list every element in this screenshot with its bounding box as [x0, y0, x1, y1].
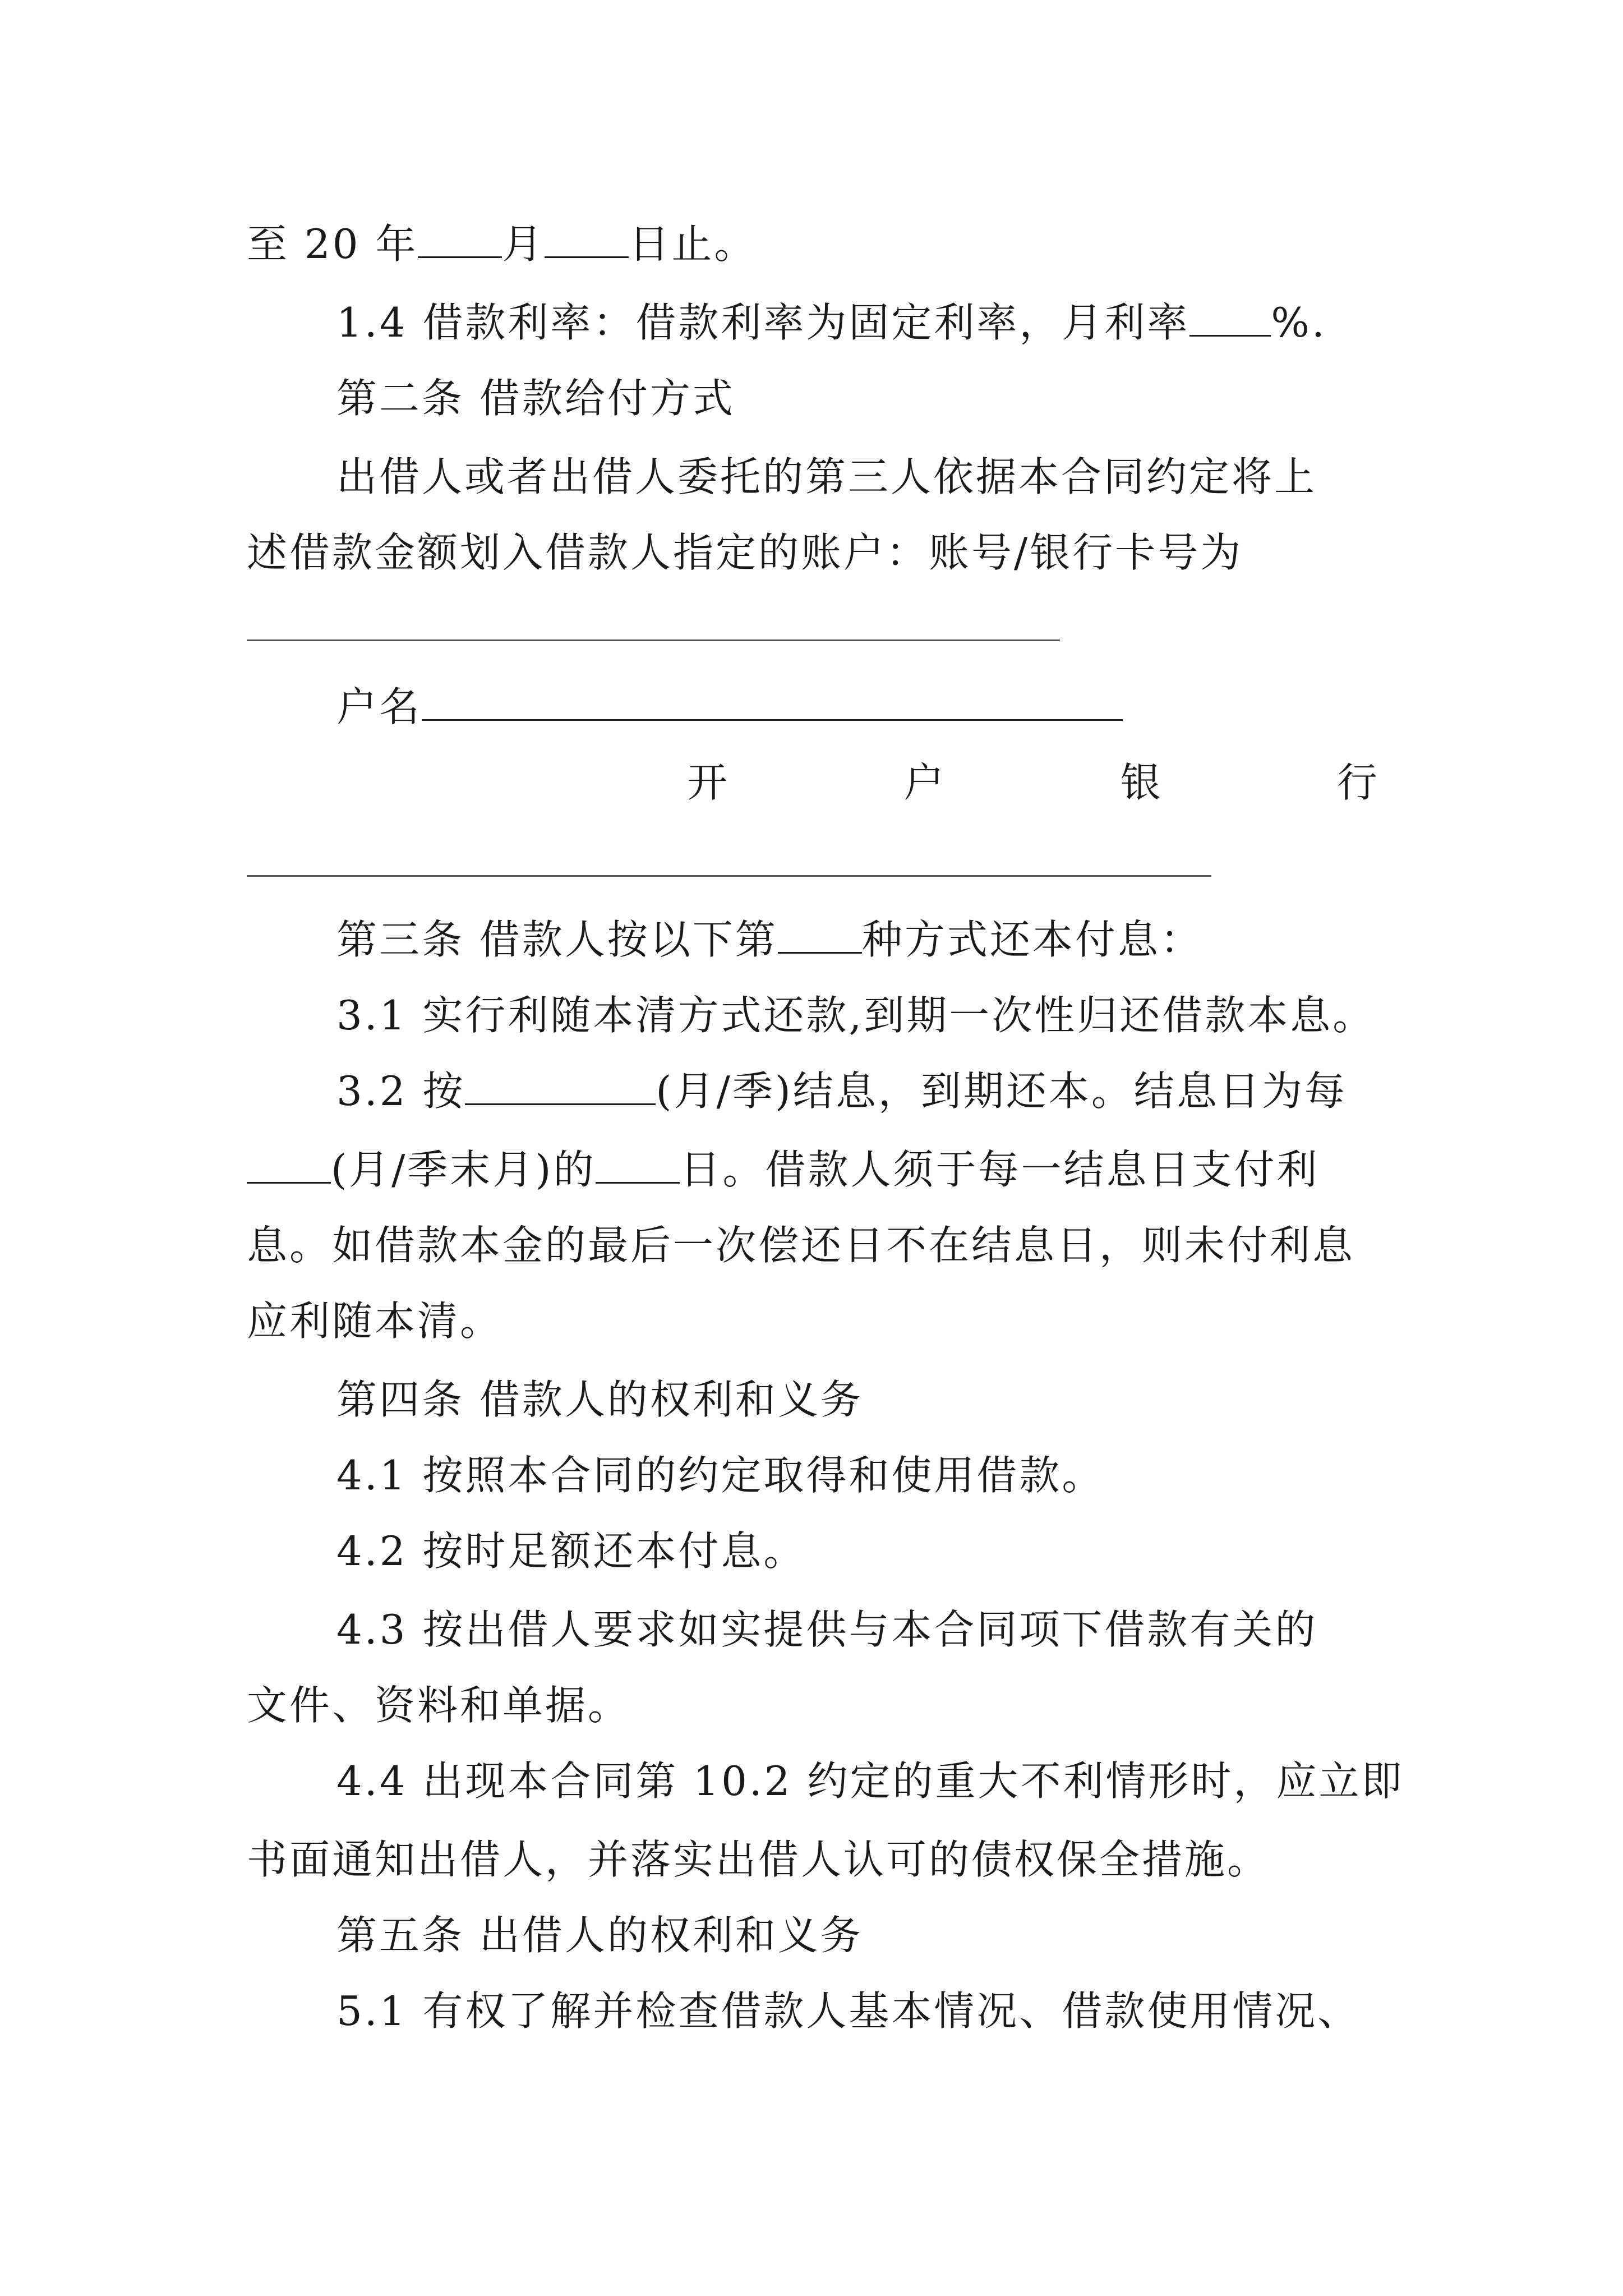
clause-4-3: 4.3 按出借人要求如实提供与本合同项下借款有关的 — [336, 1606, 1318, 1653]
blank-monthly-rate — [1189, 296, 1271, 337]
text: (月/季)结息，到期还本。结息日为每 — [656, 1068, 1347, 1115]
line-loan-term-end — [247, 216, 1380, 272]
text: %. — [1271, 299, 1327, 346]
paragraph-line: 文件、资料和单据。 — [247, 1682, 631, 1729]
text: 3.2 按 — [336, 1068, 465, 1115]
char: 开 — [687, 759, 730, 806]
clause-4-4: 4.4 出现本合同第 10.2 约定的重大不利情形时，应立即 — [336, 1757, 1404, 1805]
paragraph-line: 息。如借款本金的最后一次偿还日不在结息日，则未付利息 — [247, 1222, 1355, 1269]
char: 户 — [903, 759, 947, 806]
clause-3-1: 3.1 实行利随本清方式还款,到期一次性归还借款本息。 — [336, 992, 1376, 1039]
blank-method-number — [778, 913, 862, 954]
text: 1.4 借款利率：借款利率为固定利率，月利率 — [336, 299, 1190, 346]
blank-month — [418, 217, 502, 258]
clause-5-1: 5.1 有权了解并检查借款人基本情况、借款使用情况、 — [336, 1987, 1361, 2035]
paragraph-line: 出借人或者出借人委托的第三人依据本合同约定将上 — [336, 453, 1317, 500]
heading-article-5: 第五条 出借人的权利和义务 — [336, 1912, 863, 1959]
account-name-line — [336, 679, 1380, 735]
heading-article-4: 第四条 借款人的权利和义务 — [336, 1376, 863, 1423]
blank-interest-period — [465, 1064, 656, 1105]
clause-4-1: 4.1 按照本合同的约定取得和使用借款。 — [336, 1452, 1105, 1499]
text: 日止。 — [629, 220, 757, 268]
clause-3-2 — [336, 1063, 1380, 1119]
opening-bank-label — [687, 754, 1380, 811]
paragraph-line: 述借款金额划入借款人指定的账户：账号/银行卡号为 — [247, 529, 1243, 576]
text: 至 20 年 — [247, 220, 418, 268]
text: 户名 — [336, 683, 422, 730]
blank-settlement-period — [247, 1143, 331, 1184]
paragraph-line: 书面通知出借人，并落实出借人认可的债权保全措施。 — [247, 1836, 1270, 1883]
text: (月/季末月)的 — [331, 1146, 596, 1193]
paragraph-line — [247, 1142, 1380, 1198]
heading-article-2: 第二条 借款给付方式 — [336, 375, 735, 422]
char: 行 — [1336, 759, 1380, 806]
blank-day — [545, 217, 629, 258]
text: 种方式还本付息： — [861, 916, 1203, 963]
text: 日。借款人须于每一结息日支付利 — [680, 1146, 1320, 1193]
paragraph-line: 应利随本清。 — [247, 1297, 503, 1345]
account-number-blank — [247, 639, 1060, 641]
heading-article-3 — [336, 912, 1380, 968]
text: 第三条 借款人按以下第 — [336, 916, 778, 963]
clause-1-4 — [336, 295, 1380, 351]
blank-account-name — [422, 680, 1123, 721]
opening-bank-blank — [247, 875, 1211, 877]
clause-4-2: 4.2 按时足额还本付息。 — [336, 1527, 806, 1575]
blank-settlement-day — [596, 1143, 680, 1184]
text: 月 — [502, 220, 545, 268]
char: 银 — [1120, 759, 1163, 806]
